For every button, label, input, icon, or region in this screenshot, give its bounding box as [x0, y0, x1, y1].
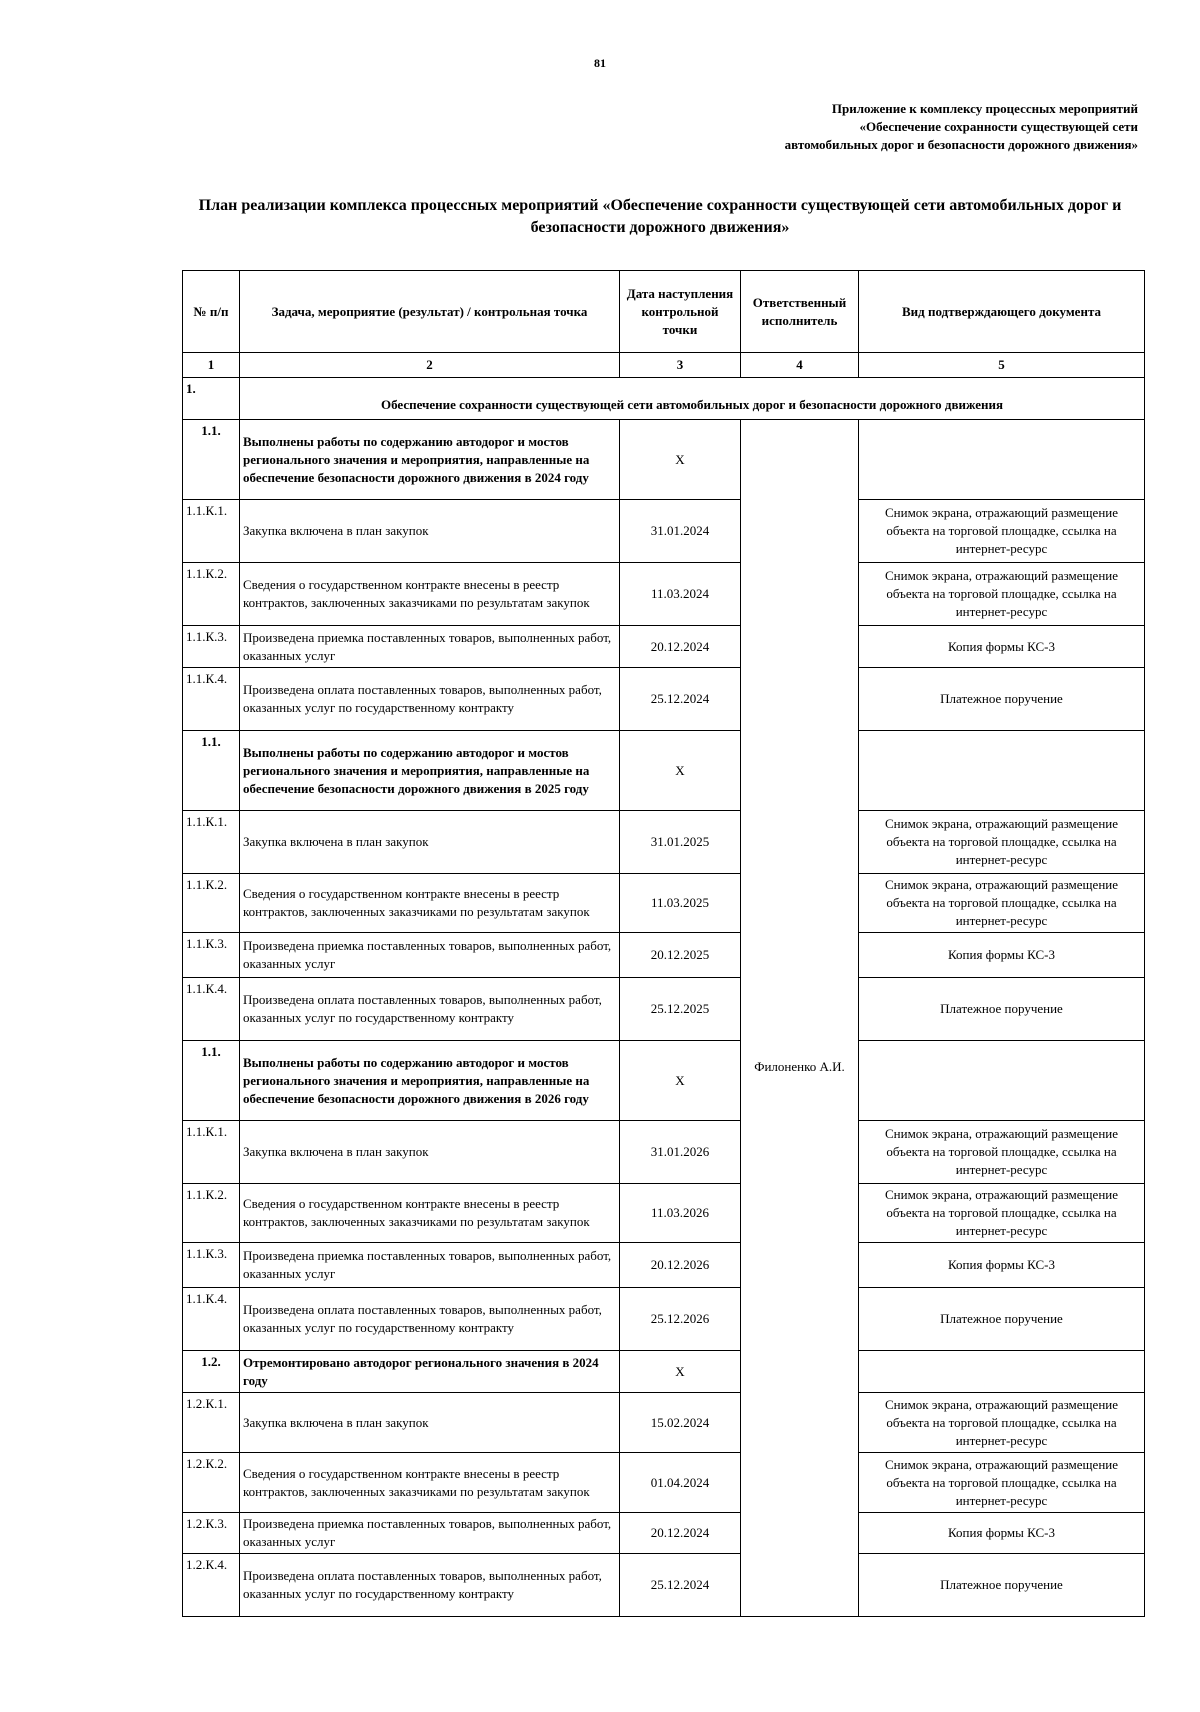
row-document: [859, 731, 1145, 811]
checkpoint-row: [183, 978, 1145, 1041]
row-task: Закупка включена в план закупок: [240, 1393, 620, 1453]
column-number: 3: [620, 353, 741, 378]
row-task: Произведена приемка поставленных товаров, выполненных работ, оказанных услуг: [240, 1513, 620, 1554]
row-number: 1.2.К.2.: [183, 1453, 240, 1513]
checkpoint-row: [183, 874, 1145, 933]
checkpoint-row: [183, 1288, 1145, 1351]
row-number: 1.1.К.2.: [183, 563, 240, 626]
row-number: 1.1.К.3.: [183, 933, 240, 978]
row-date: 25.12.2024: [620, 1554, 741, 1617]
column-number: 1: [183, 353, 240, 378]
row-number: 1.1.: [183, 420, 240, 500]
row-number: 1.1.: [183, 1041, 240, 1121]
plan-table: [182, 270, 1145, 1617]
row-date: 20.12.2026: [620, 1243, 741, 1288]
header-responsible: Ответственный исполнитель: [741, 271, 859, 353]
row-document: [859, 1351, 1145, 1393]
row-task: Произведена приемка поставленных товаров, выполненных работ, оказанных услуг: [240, 1243, 620, 1288]
row-date: 31.01.2026: [620, 1121, 741, 1184]
section-row: [183, 378, 1145, 420]
row-number: 1.1.К.3.: [183, 626, 240, 668]
row-date: 25.12.2024: [620, 668, 741, 731]
row-task: Закупка включена в план закупок: [240, 811, 620, 874]
column-number-row: [183, 353, 1145, 378]
row-document: Платежное поручение: [859, 978, 1145, 1041]
row-date: 20.12.2025: [620, 933, 741, 978]
responsible-cell: Филоненко А.И.: [741, 420, 859, 1617]
column-number: 2: [240, 353, 620, 378]
row-date: Х: [620, 1041, 741, 1121]
checkpoint-row: [183, 1513, 1145, 1554]
row-task: Произведена приемка поставленных товаров, выполненных работ, оказанных услуг: [240, 626, 620, 668]
checkpoint-row: [183, 668, 1145, 731]
row-task: Сведения о государственном контракте внесены в реестр контрактов, заключенных заказчиками по результатам закупок: [240, 1184, 620, 1243]
checkpoint-row: [183, 811, 1145, 874]
row-number: 1.1.К.2.: [183, 1184, 240, 1243]
row-number: 1.1.К.1.: [183, 500, 240, 563]
checkpoint-row: [183, 1453, 1145, 1513]
row-date: Х: [620, 1351, 741, 1393]
row-number: 1.1.К.1.: [183, 1121, 240, 1184]
task-row: [183, 1351, 1145, 1393]
header-date: Дата наступления контрольной точки: [620, 271, 741, 353]
section-number: 1.: [183, 378, 240, 420]
row-document: Копия формы КС-3: [859, 1243, 1145, 1288]
row-number: 1.1.К.3.: [183, 1243, 240, 1288]
row-number: 1.1.К.4.: [183, 668, 240, 731]
appendix-line: Приложение к комплексу процессных мероприятий: [831, 101, 1138, 116]
row-document: Платежное поручение: [859, 1288, 1145, 1351]
checkpoint-row: [183, 500, 1145, 563]
row-date: 11.03.2026: [620, 1184, 741, 1243]
row-document: Снимок экрана, отражающий размещение объекта на торговой площадке, ссылка на интернет-ресурс: [859, 811, 1145, 874]
checkpoint-row: [183, 563, 1145, 626]
row-task: Выполнены работы по содержанию автодорог и мостов регионального значения и мероприятия, направленные на обеспечение безопасности дорожного движения в 2025 году: [240, 731, 620, 811]
row-number: 1.1.: [183, 731, 240, 811]
row-number: 1.1.К.1.: [183, 811, 240, 874]
row-task: Произведена оплата поставленных товаров, выполненных работ, оказанных услуг по государственному контракту: [240, 1554, 620, 1617]
row-document: Снимок экрана, отражающий размещение объекта на торговой площадке, ссылка на интернет-ресурс: [859, 563, 1145, 626]
row-number: 1.1.К.4.: [183, 978, 240, 1041]
checkpoint-row: [183, 626, 1145, 668]
page-number: 81: [594, 56, 606, 70]
header-document: Вид подтверждающего документа: [859, 271, 1145, 353]
row-document: Платежное поручение: [859, 1554, 1145, 1617]
row-document: Снимок экрана, отражающий размещение объекта на торговой площадке, ссылка на интернет-ресурс: [859, 1121, 1145, 1184]
row-number: 1.2.К.4.: [183, 1554, 240, 1617]
row-document: Снимок экрана, отражающий размещение объекта на торговой площадке, ссылка на интернет-ресурс: [859, 1393, 1145, 1453]
row-document: Копия формы КС-3: [859, 933, 1145, 978]
row-number: 1.1.К.2.: [183, 874, 240, 933]
task-row: [183, 420, 1145, 500]
column-number: 5: [859, 353, 1145, 378]
row-date: 01.04.2024: [620, 1453, 741, 1513]
row-document: Копия формы КС-3: [859, 626, 1145, 668]
task-row: [183, 731, 1145, 811]
row-date: 31.01.2025: [620, 811, 741, 874]
checkpoint-row: [183, 933, 1145, 978]
row-task: Сведения о государственном контракте внесены в реестр контрактов, заключенных заказчиками по результатам закупок: [240, 1453, 620, 1513]
checkpoint-row: [183, 1393, 1145, 1453]
row-task: Произведена приемка поставленных товаров, выполненных работ, оказанных услуг: [240, 933, 620, 978]
row-date: 15.02.2024: [620, 1393, 741, 1453]
row-date: 11.03.2025: [620, 874, 741, 933]
row-date: 11.03.2024: [620, 563, 741, 626]
row-date: 31.01.2024: [620, 500, 741, 563]
row-number: 1.2.: [183, 1351, 240, 1393]
column-number: 4: [741, 353, 859, 378]
header-number: № п/п: [183, 271, 240, 353]
row-number: 1.1.К.4.: [183, 1288, 240, 1351]
row-document: Платежное поручение: [859, 668, 1145, 731]
row-task: Выполнены работы по содержанию автодорог и мостов регионального значения и мероприятия, направленные на обеспечение безопасности дорожного движения в 2024 году: [240, 420, 620, 500]
row-date: Х: [620, 731, 741, 811]
section-title: Обеспечение сохранности существующей сети автомобильных дорог и безопасности дорожного движения: [240, 378, 1145, 420]
appendix-line: «Обеспечение сохранности существующей сети: [859, 119, 1138, 134]
appendix-note: [678, 100, 1138, 154]
header-task: Задача, мероприятие (результат) / контрольная точка: [240, 271, 620, 353]
row-task: Закупка включена в план закупок: [240, 500, 620, 563]
row-document: Снимок экрана, отражающий размещение объекта на торговой площадке, ссылка на интернет-ресурс: [859, 500, 1145, 563]
checkpoint-row: [183, 1554, 1145, 1617]
row-date: 25.12.2025: [620, 978, 741, 1041]
row-date: 20.12.2024: [620, 1513, 741, 1554]
row-document: Снимок экрана, отражающий размещение объекта на торговой площадке, ссылка на интернет-ресурс: [859, 1184, 1145, 1243]
table-header-row: [183, 271, 1145, 353]
checkpoint-row: [183, 1184, 1145, 1243]
row-document: [859, 420, 1145, 500]
row-task: Сведения о государственном контракте внесены в реестр контрактов, заключенных заказчиками по результатам закупок: [240, 874, 620, 933]
row-task: Отремонтировано автодорог регионального значения в 2024 году: [240, 1351, 620, 1393]
row-date: 20.12.2024: [620, 626, 741, 668]
row-task: Произведена оплата поставленных товаров, выполненных работ, оказанных услуг по государственному контракту: [240, 1288, 620, 1351]
row-document: Снимок экрана, отражающий размещение объекта на торговой площадке, ссылка на интернет-ресурс: [859, 874, 1145, 933]
page-title: План реализации комплекса процессных мероприятий «Обеспечение сохранности существующей сети автомобильных дорог и безопасности дорожного движения»: [198, 197, 1122, 236]
row-document: Снимок экрана, отражающий размещение объекта на торговой площадке, ссылка на интернет-ресурс: [859, 1453, 1145, 1513]
row-task: Сведения о государственном контракте внесены в реестр контрактов, заключенных заказчиками по результатам закупок: [240, 563, 620, 626]
row-document: Копия формы КС-3: [859, 1513, 1145, 1554]
checkpoint-row: [183, 1121, 1145, 1184]
row-task: Выполнены работы по содержанию автодорог и мостов регионального значения и мероприятия, направленные на обеспечение безопасности дорожного движения в 2026 году: [240, 1041, 620, 1121]
appendix-line: автомобильных дорог и безопасности дорожного движения»: [784, 137, 1138, 152]
row-date: 25.12.2026: [620, 1288, 741, 1351]
row-task: Произведена оплата поставленных товаров, выполненных работ, оказанных услуг по государственному контракту: [240, 978, 620, 1041]
row-number: 1.2.К.3.: [183, 1513, 240, 1554]
row-task: Произведена оплата поставленных товаров, выполненных работ, оказанных услуг по государственному контракту: [240, 668, 620, 731]
row-document: [859, 1041, 1145, 1121]
row-task: Закупка включена в план закупок: [240, 1121, 620, 1184]
task-row: [183, 1041, 1145, 1121]
row-date: Х: [620, 420, 741, 500]
row-number: 1.2.К.1.: [183, 1393, 240, 1453]
checkpoint-row: [183, 1243, 1145, 1288]
